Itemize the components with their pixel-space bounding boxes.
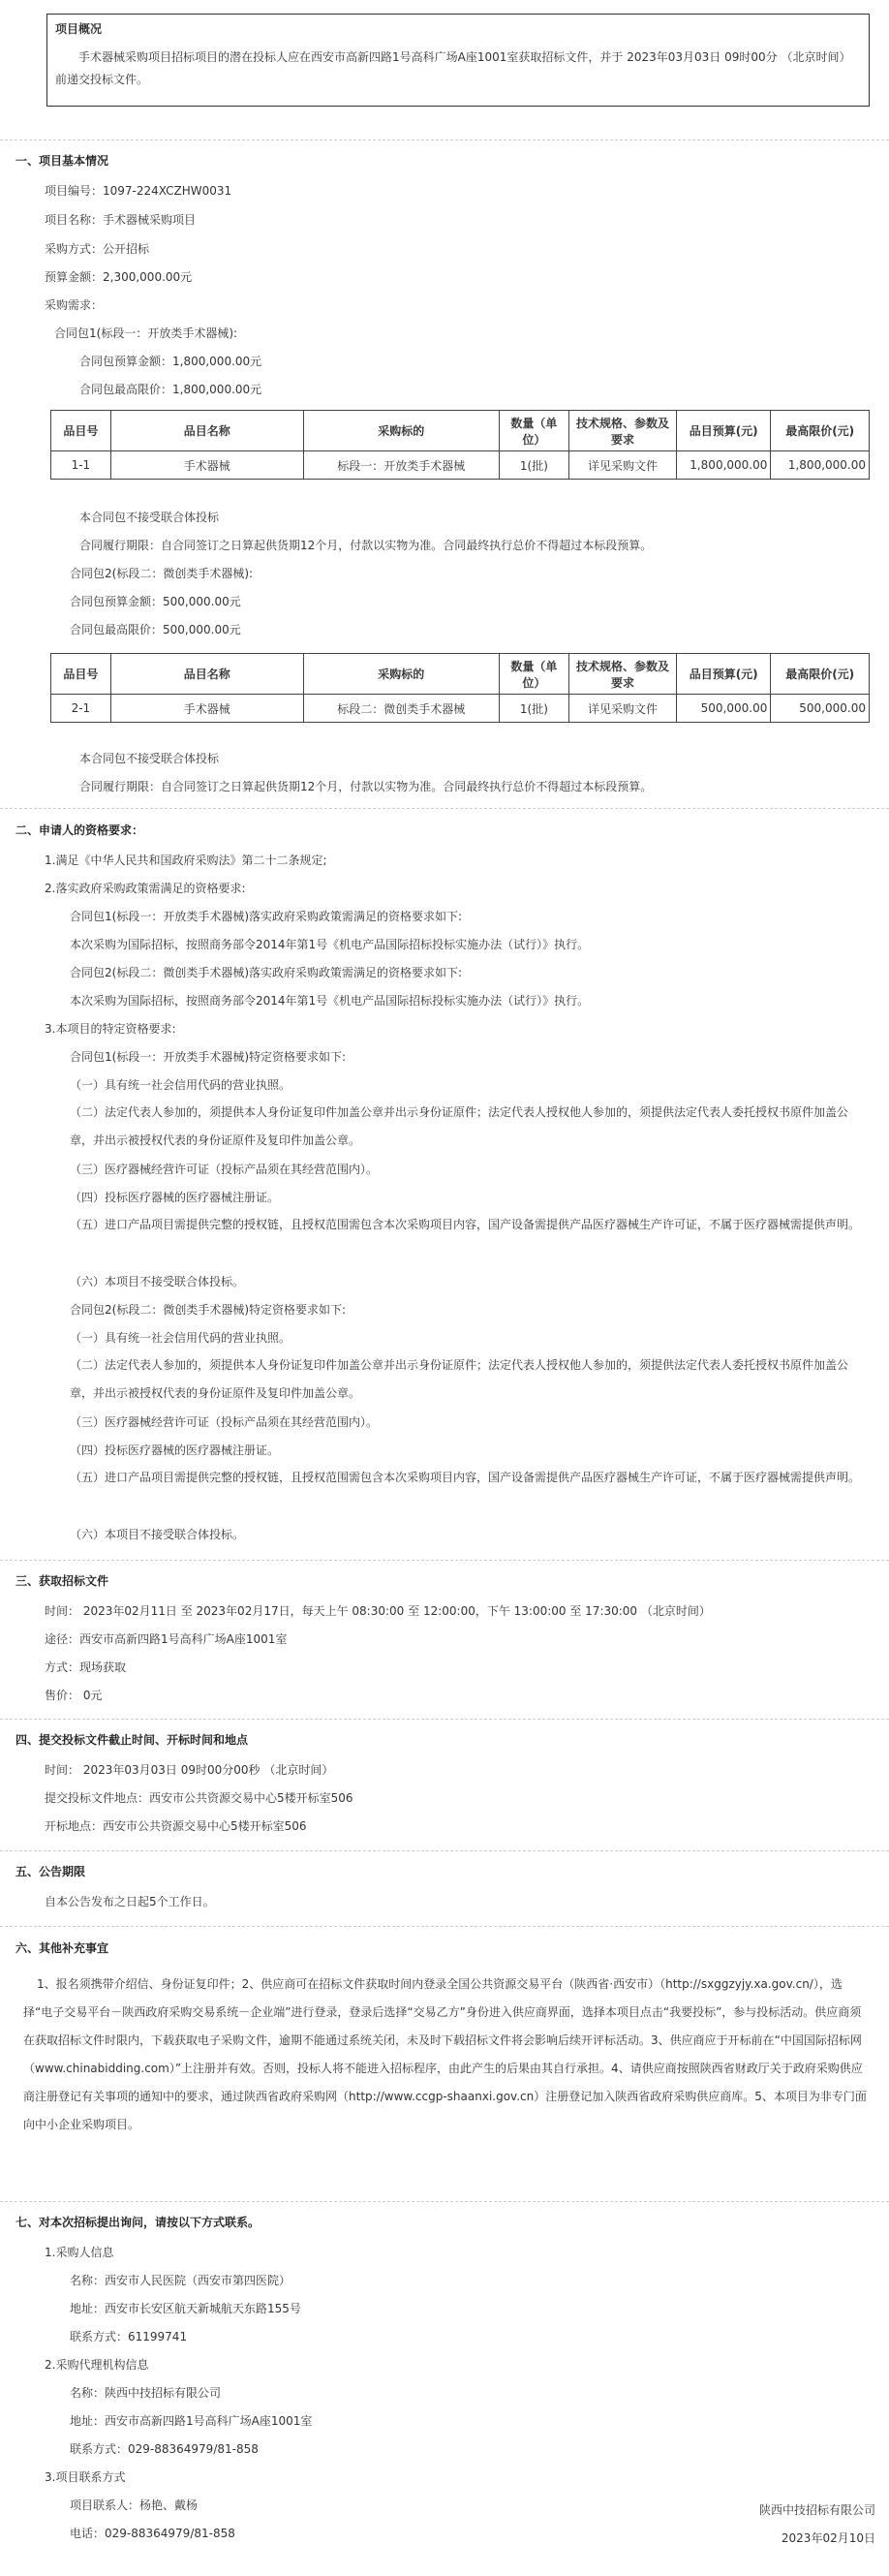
section-title-2: 二、申请人的资格要求：: [15, 823, 144, 837]
project-contact-heading: 3.项目联系方式: [45, 2470, 126, 2484]
cell-item-budget: 500,000.00: [677, 695, 771, 723]
specific-1-item-4: （四）投标医疗器械的医疗器械注册证。: [70, 1191, 280, 1204]
purchaser-name: 名称：西安市人民医院（西安市第四医院）: [70, 2274, 291, 2287]
header-quantity: 数量（单位）: [499, 654, 568, 695]
agency-name: 名称：陕西中技招标有限公司: [70, 2386, 222, 2400]
opening-place: 开标地点：西安市公共资源交易中心5楼开标室506: [45, 1819, 307, 1833]
purchaser-address: 地址：西安市长安区航天新城航天东路155号: [70, 2302, 301, 2315]
section-title-5: 五、公告期限: [15, 1865, 86, 1878]
specific-1-item-6: （六）本项目不接受联合体投标。: [70, 1275, 245, 1288]
policy-package-1: 合同包1(标段一：开放类手术器械)落实政府采购政策需满足的资格要求如下:: [70, 910, 463, 923]
cell-item-name: 手术器械: [110, 451, 303, 480]
table-header-row: [51, 654, 870, 695]
cell-item-no: 1-1: [51, 451, 111, 480]
specific-2-item-5: （五）进口产品项目需提供完整的授权链，且授权范围需包含本次采购项目内容，国产设备需提供产品医疗器械生产许可证，不属于医疗器械需提供声明。: [70, 1471, 861, 1484]
header-spec: 技术规格、参数及要求: [569, 411, 677, 451]
project-number: 项目编号：1097-224XCZHW0031: [45, 184, 232, 198]
package-2-term: 合同履行期限：自合同签订之日算起供货期12个月，付款以实物为准。合同最终执行总价不得超过本标段预算。: [79, 780, 653, 793]
cell-item-budget: 1,800,000.00: [677, 451, 771, 480]
divider: [0, 1850, 889, 1851]
qualification-3: 3.本项目的特定资格要求:: [45, 1022, 176, 1036]
procurement-needs: 采购需求：: [45, 298, 104, 312]
package-2-budget: 合同包预算金额：500,000.00元: [70, 595, 241, 608]
purchaser-heading: 1.采购人信息: [45, 2246, 114, 2259]
divider: [0, 2201, 889, 2202]
agency-address: 地址：西安市高新四路1号高科广场A座1001室: [70, 2414, 313, 2428]
section-title-4: 四、提交投标文件截止时间、开标时间和地点: [15, 1733, 249, 1747]
header-item-budget: 品目预算(元): [677, 411, 771, 451]
cell-item-no: 2-1: [51, 695, 111, 723]
package-2-title: 合同包2(标段二：微创类手术器械):: [70, 567, 254, 580]
procurement-method: 采购方式：公开招标: [45, 242, 150, 256]
overview-box: [46, 14, 870, 107]
footer-date: 2023年02月10日: [781, 2531, 875, 2545]
specific-1-item-2: （二）法定代表人参加的，须提供本人身份证复印件加盖公章并出示身份证原件；法定代表人授权他人参加的，须提供法定代表人委托授权书原件加盖公章，并出示被授权代表的身份证原件及复印件加盖公章。: [70, 1105, 849, 1147]
obtain-place: 途径：西安市高新四路1号高科广场A座1001室: [45, 1632, 288, 1646]
package-1-budget: 合同包预算金额：1,800,000.00元: [79, 355, 262, 368]
obtain-way: 方式：现场获取: [45, 1660, 127, 1674]
section-title-7: 七、对本次招标提出询问，请按以下方式联系。: [15, 2216, 261, 2229]
divider: [0, 1560, 889, 1561]
divider: [0, 808, 889, 809]
specific-1-item-3: （三）医疗器械经营许可证（投标产品须在其经营范围内）。: [70, 1163, 379, 1176]
qualification-2: 2.落实政府采购政策需满足的资格要求:: [45, 882, 246, 895]
policy-package-1-text: 本次采购为国际招标，按照商务部令2014年第1号《机电产品国际招标投标实施办法（试行）》执行。: [70, 938, 590, 951]
header-item-name: 品目名称: [110, 654, 303, 695]
agency-heading: 2.采购代理机构信息: [45, 2358, 149, 2372]
package-1-term: 合同履行期限：自合同签订之日算起供货期12个月，付款以实物为准。合同最终执行总价不得超过本标段预算。: [79, 539, 653, 552]
notice-period: 自本公告发布之日起5个工作日。: [45, 1895, 215, 1909]
header-spec: 技术规格、参数及要求: [569, 654, 677, 695]
header-subject: 采购标的: [303, 411, 499, 451]
cell-spec: 详见采购文件: [569, 451, 677, 480]
specific-2-item-2: （二）法定代表人参加的，须提供本人身份证复印件加盖公章并出示身份证原件；法定代表人授权他人参加的，须提供法定代表人委托授权书原件加盖公章，并出示被授权代表的身份证原件及复印件加盖公章。: [70, 1358, 849, 1400]
package-1-table: [50, 410, 870, 480]
budget-amount: 预算金额：2,300,000.00元: [45, 270, 193, 284]
overview-text: 手术器械采购项目招标项目的潜在投标人应在西安市高新四路1号高科广场A座1001室获取招标文件，并于 2023年03月03日 09时00分 （北京时间）前递交投标文件。: [55, 50, 851, 86]
specific-2-item-6: （六）本项目不接受联合体投标。: [70, 1528, 245, 1541]
header-item-budget: 品目预算(元): [677, 654, 771, 695]
cell-subject: 标段二：微创类手术器械: [303, 695, 499, 723]
header-item-no: 品目号: [51, 654, 111, 695]
cell-quantity: 1(批): [499, 695, 568, 723]
table-header-row: [51, 411, 870, 451]
policy-package-2: 合同包2(标段二：微创类手术器械)落实政府采购政策需满足的资格要求如下:: [70, 966, 463, 979]
header-subject: 采购标的: [303, 654, 499, 695]
package-2-table: [50, 653, 870, 723]
header-item-no: 品目号: [51, 411, 111, 451]
announcement-page: [0, 14, 889, 2576]
submit-place: 提交投标文件地点：西安市公共资源交易中心5楼开标室506: [45, 1791, 353, 1805]
specific-1-item-1: （一）具有统一社会信用代码的营业执照。: [70, 1078, 291, 1092]
purchaser-phone: 联系方式：61199741: [70, 2330, 188, 2343]
specific-2-item-4: （四）投标医疗器械的医疗器械注册证。: [70, 1443, 280, 1457]
specific-package-1: 合同包1(标段一：开放类手术器械)特定资格要求如下:: [70, 1050, 347, 1064]
section-title-3: 三、获取招标文件: [15, 1574, 109, 1588]
specific-2-item-3: （三）医疗器械经营许可证（投标产品须在其经营范围内）。: [70, 1415, 379, 1429]
specific-2-item-1: （一）具有统一社会信用代码的营业执照。: [70, 1331, 291, 1345]
obtain-price: 售价： 0元: [45, 1689, 103, 1702]
cell-quantity: 1(批): [499, 451, 568, 480]
divider: [0, 1719, 889, 1720]
package-1-no-consortium: 本合同包不接受联合体投标: [79, 511, 220, 524]
agency-phone: 联系方式：029-88364979/81-858: [70, 2442, 259, 2456]
header-max-price: 最高限价(元): [771, 411, 870, 451]
deadline-time: 时间： 2023年03月03日 09时00分00秒 （北京时间）: [45, 1763, 334, 1777]
cell-spec: 详见采购文件: [569, 695, 677, 723]
specific-package-2: 合同包2(标段二：微创类手术器械)特定资格要求如下:: [70, 1303, 347, 1317]
package-2-max-price: 合同包最高限价：500,000.00元: [70, 623, 241, 636]
table-row: [51, 451, 870, 480]
package-2-no-consortium: 本合同包不接受联合体投标: [79, 752, 220, 765]
cell-item-name: 手术器械: [110, 695, 303, 723]
package-1-max-price: 合同包最高限价：1,800,000.00元: [79, 383, 262, 396]
project-name: 项目名称：手术器械采购项目: [45, 213, 197, 227]
divider: [0, 1926, 889, 1927]
table-row: [51, 695, 870, 723]
header-quantity: 数量（单位）: [499, 411, 568, 451]
header-item-name: 品目名称: [110, 411, 303, 451]
policy-package-2-text: 本次采购为国际招标，按照商务部令2014年第1号《机电产品国际招标投标实施办法（试行）》执行。: [70, 994, 590, 1008]
project-contact-phone: 电话：029-88364979/81-858: [70, 2527, 235, 2540]
qualification-1: 1.满足《中华人民共和国政府采购法》第二十二条规定;: [45, 853, 327, 867]
project-contact-person: 项目联系人：杨艳、戴杨: [70, 2498, 199, 2512]
cell-max-price: 500,000.00: [771, 695, 870, 723]
specific-1-item-5: （五）进口产品项目需提供完整的授权链，且授权范围需包含本次采购项目内容，国产设备需提供产品医疗器械生产许可证，不属于医疗器械需提供声明。: [70, 1218, 861, 1231]
section-title-1: 一、项目基本情况: [15, 154, 109, 168]
cell-max-price: 1,800,000.00: [771, 451, 870, 480]
overview-title: 项目概况: [55, 22, 103, 36]
header-max-price: 最高限价(元): [771, 654, 870, 695]
obtain-time: 时间： 2023年02月11日 至 2023年02月17日，每天上午 08:30:00 至 12:00:00，下午 13:00:00 至 17:30:00 （北京时间）: [45, 1604, 711, 1618]
package-1-title: 合同包1(标段一：开放类手术器械):: [54, 326, 238, 340]
section-title-6: 六、其他补充事宜: [15, 1941, 109, 1955]
footer-company: 陕西中技招标有限公司: [758, 2503, 875, 2517]
cell-subject: 标段一：开放类手术器械: [303, 451, 499, 480]
supplementary-text: 1、报名须携带介绍信、身份证复印件；2、供应商可在招标文件获取时间内登录全国公共资源交易平台（陕西省·西安市）（http://sxggzyjy.xa.gov.cn/），选择“电子交易平台－陕西政府采购交易系统－企业端”进行登录，登录后选择“交易乙方”身份进入供应商界面，选择本项目点击“我要投标”，参与投标活动。供应商须在获取招标文件时限内，下载获取电子采购文件，逾期不能通过系统关闭，未及时下载招标文件将会影响后续开评标活动。3、供应商应于开标前在“中国国际招标网（www.chinabidding.com）”上注册并有效。否则，投标人将不能进入招标程序，由此产生的后果由其自行承担。4、请供应商按照陕西省财政厅关于政府采购供应商注册登记有关事项的通知中的要求，通过陕西省政府采购网（http://www.ccgp-shaanxi.gov.cn）注册登记加入陕西省政府采购供应商库。5、本项目为非专门面向中小企业采购项目。: [23, 1977, 867, 2131]
